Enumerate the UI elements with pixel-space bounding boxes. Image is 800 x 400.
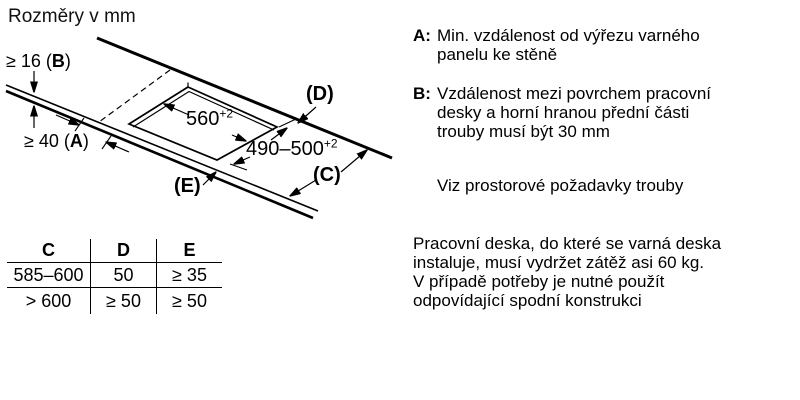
table-cell: 50 — [91, 262, 157, 288]
table-header-c: C — [7, 239, 91, 262]
note-b — [413, 84, 711, 141]
note-b-line: trouby musí být 30 mm — [437, 122, 610, 141]
note-b-key: B: — [413, 84, 431, 103]
label-e: (E) — [174, 175, 201, 197]
note-load-line: V případě potřeby je nutné použít — [413, 272, 665, 291]
note-a — [413, 26, 700, 64]
table-header-e: E — [183, 240, 196, 260]
cutout-depth-dimension: $490-500^{+2}$ — [246, 136, 338, 160]
note-see-also: Viz prostorové požadavky trouby — [437, 176, 684, 195]
table-cell: ≥ 50 — [91, 288, 157, 314]
wall-offset-dashed-line — [99, 70, 170, 122]
label-c: (C) — [313, 164, 341, 186]
note-load-line: Pracovní deska, do které se varná deska — [413, 234, 722, 253]
dimensions-table — [7, 239, 222, 314]
table-header-d: D — [91, 239, 157, 262]
table-cell: > 600 — [7, 288, 91, 314]
note-b-line: Vzdálenost mezi povrchem pracovní — [437, 84, 712, 103]
note-load-line: instaluje, musí vydržet zátěž asi 60 kg. — [413, 253, 705, 272]
note-a-key: A: — [413, 26, 431, 45]
note-a-line: panelu ke stěně — [437, 45, 558, 64]
label-d: (D) — [306, 83, 334, 105]
page-title: Rozměry v mm — [8, 6, 136, 27]
dim-label-a: ≥ 40 (A) — [24, 131, 89, 151]
table-cell: ≥ 35 — [157, 262, 222, 288]
dim-label-b: ≥ 16 (B) — [6, 51, 71, 71]
table-cell: ≥ 50 — [172, 290, 207, 311]
note-load-line: odpovídající spodní konstrukci — [413, 291, 642, 310]
note-b-line: desky a horní hranou přední části — [437, 103, 690, 122]
note-load-capacity — [413, 234, 721, 310]
cutout-width-dimension: $560^{+2}$ — [186, 106, 234, 130]
note-a-line: Min. vzdálenost od výřezu varného — [437, 26, 700, 45]
table-cell: 585–600 — [7, 262, 91, 288]
back-clearance-arrow — [298, 107, 316, 123]
